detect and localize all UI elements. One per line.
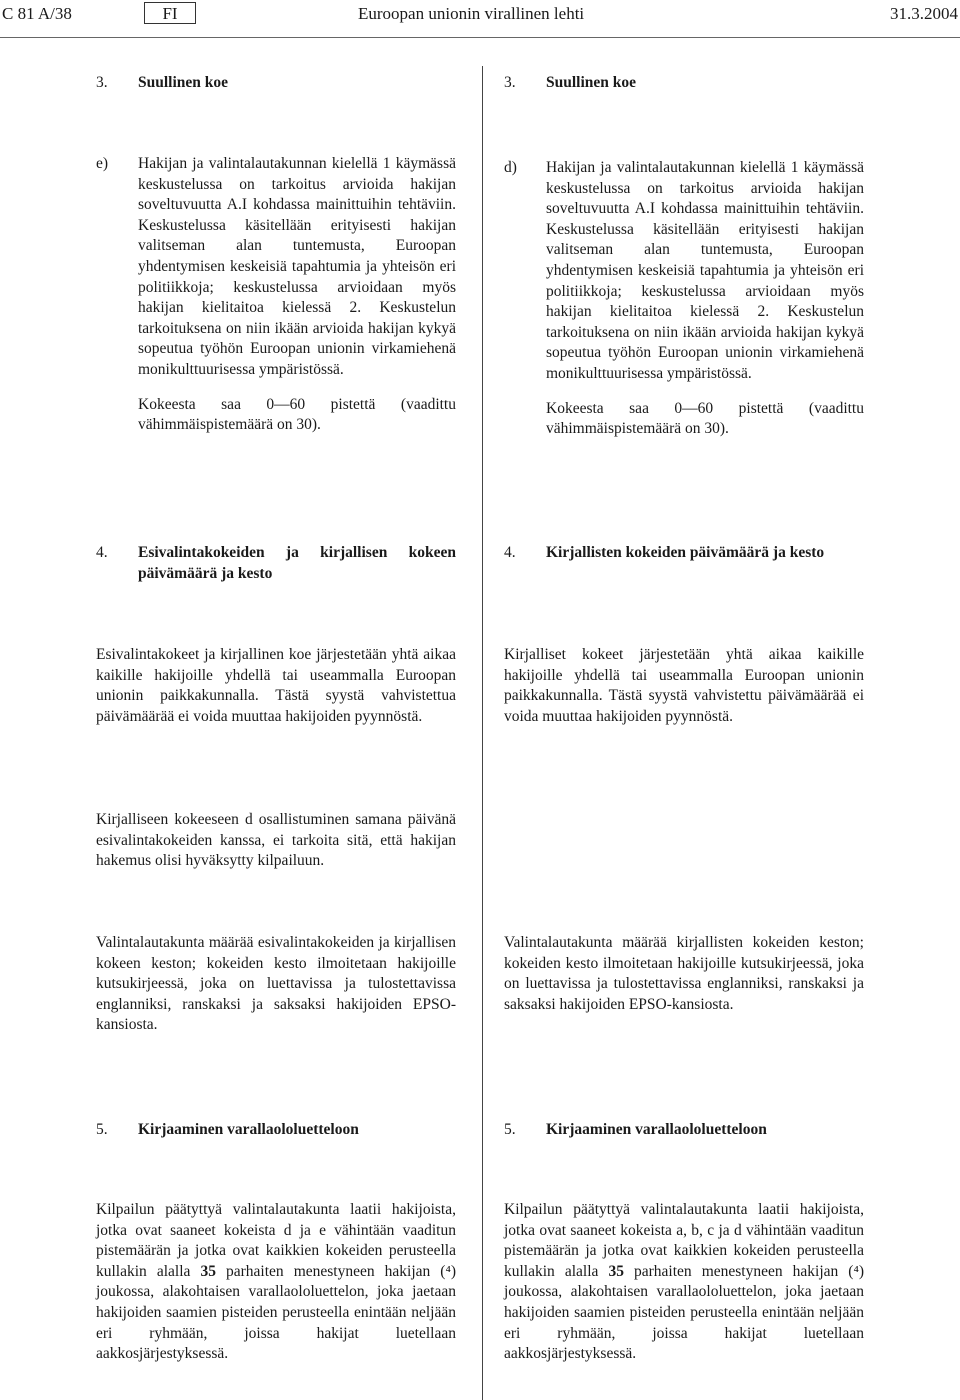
section-title: Esivalintakokeiden ja kirjallisen kokeen päivämäärä ja kesto	[138, 544, 456, 582]
section-number: 3.	[504, 74, 516, 91]
section-3-right-body	[504, 158, 864, 440]
page-header	[0, 0, 960, 30]
column-divider	[482, 66, 483, 1400]
section-number: 3.	[96, 74, 108, 91]
test-dates-paragraph: Esivalintakokeet ja kirjallinen koe järjestetään yhtä aikaa kaikille hakijoille yhdellä tai useammalla Euroopan unionin paikkakunnalla. Tästä syystä vahvistettua päivämäärää ei voida muuttaa hakijoiden pyynnöstä.	[96, 646, 456, 725]
section-title: Suullinen koe	[138, 74, 229, 91]
test-dates-paragraph: Kirjalliset kokeet järjestetään yhtä aikaa kaikille hakijoille yhdellä tai useammalla Euroopan unionin paikkakunnalla. Tästä syystä vahvistettu päivämäärää ei voida muuttaa hakijoiden pyynnöstä.	[504, 646, 864, 725]
reserve-list-paragraph: Kilpailun päätyttyä valintalautakunta laatii hakijoista, jotka ovat saaneet kokeista d ja e vähintään vaaditun pistemäärän ja jotka ovat kaikkien kokeiden perusteella kullakin alalla 35 parhaiten menestyneen hakijan (⁴) joukossa, alakohtaisen varallaololuettelon, joka jaetaan hakijoiden saamien pisteiden perusteella enintään neljään eri ryhmään, joissa hakijat luetellaan aakkosjärjestyksessä.	[96, 1201, 457, 1363]
section-title: Kirjallisten kokeiden päivämäärä ja kesto	[546, 544, 825, 561]
oral-test-score: Kokeesta saa 0—60 pistettä (vaadittu vähimmäispistemäärä on 30).	[138, 395, 456, 434]
section-4-right-heading	[504, 543, 864, 564]
section-number: 5.	[96, 1121, 108, 1138]
section-title: Kirjaaminen varallaololuetteloon	[546, 1121, 767, 1138]
top-candidates-count: 35	[200, 1262, 216, 1280]
section-5-right-heading	[504, 1120, 864, 1141]
oral-test-description: Hakijan ja valintalautakunnan kielellä 1 käymässä keskustelussa on tarkoitus arvioida hakijan soveltuvuutta A.I kohdassa mainittuihin tehtäviin. Keskustelussa käsitellään erityisesti hakijan valitseman alan tuntemusta, Euroopan yhdentymisen keskeisiä tapahtumia ja yhteisön eri politiikkoja; keskustelussa arvioidaan myös hakijan kielitaitoa kielessä 2. Keskustelun tarkoituksena on niin ikään arvioida hakijan kykyä sopeutua työhön Euroopan unionin virkamiehenä monikulttuurisessa ympäristössä.	[138, 155, 456, 378]
section-3-left-heading	[96, 73, 456, 94]
section-number: 4.	[504, 544, 516, 561]
participation-note: Kirjalliseen kokeeseen d osallistuminen samana päivänä esivalintakokeiden kanssa, ei tarkoita sitä, että hakijan hakemus olisi hyväksytty kilpailuun.	[96, 811, 456, 870]
section-3-right-heading	[504, 73, 864, 94]
section-number: 4.	[96, 544, 108, 561]
oral-test-score: Kokeesta saa 0—60 pistettä (vaadittu vähimmäispistemäärä on 30).	[546, 399, 864, 438]
section-title: Suullinen koe	[546, 74, 637, 91]
section-4-left-heading	[96, 543, 456, 584]
publication-date: 31.3.2004	[890, 4, 958, 23]
journal-title: Euroopan unionin virallinen lehti	[358, 4, 585, 23]
reserve-list-paragraph: Kilpailun päätyttyä valintalautakunta laatii hakijoista, jotka ovat saaneet kokeista a, b, c ja d vähintään vaaditun pistemäärän ja jotka ovat kaikkien kokeiden perusteella kullakin alalla 35 parhaiten menestyneen hakijan (⁴) joukossa, alakohtaisen varallaololuettelon, joka jaetaan hakijoiden saamien pisteiden perusteella enintään neljään eri ryhmään, joissa hakijat luetellaan aakkosjärjestyksessä.	[504, 1201, 865, 1363]
item-label: d)	[504, 159, 517, 176]
test-duration-paragraph: Valintalautakunta määrää kirjallisten kokeiden keston; kokeiden kesto ilmoitetaan hakijoille kutsukirjeessä, joka on luettavissa ja tulostettavissa englanniksi, ranskaksi ja saksaksi hakijoiden EPSO-kansiosta.	[504, 934, 864, 1013]
test-duration-paragraph: Valintalautakunta määrää esivalintakokeiden ja kirjallisen kokeen keston; kokeiden kesto ilmoitetaan hakijoille kutsukirjeessä, joka on luettavissa ja tulostettavissa englanniksi, ranskaksi ja saksaksi hakijoiden EPSO-kansiosta.	[96, 934, 456, 1034]
section-3-left-body	[96, 154, 456, 436]
item-label: e)	[96, 155, 109, 172]
section-title: Kirjaaminen varallaololuetteloon	[138, 1121, 359, 1138]
journal-reference: C 81 A/38	[2, 4, 72, 23]
language-code-box: FI	[144, 2, 196, 24]
header-rule	[0, 37, 960, 38]
section-5-left-heading	[96, 1120, 456, 1141]
section-number: 5.	[504, 1121, 516, 1138]
top-candidates-count: 35	[608, 1262, 624, 1280]
oral-test-description: Hakijan ja valintalautakunnan kielellä 1 käymässä keskustelussa on tarkoitus arvioida hakijan soveltuvuutta A.I kohdassa mainittuihin tehtäviin. Keskustelussa käsitellään erityisesti hakijan valitseman alan tuntemusta, Euroopan yhdentymisen keskeisiä tapahtumia ja yhteisön eri politiikkoja; keskustelussa arvioidaan myös hakijan kielitaitoa kielessä 2. Keskustelun tarkoituksena on niin ikään arvioida hakijan kykyä sopeutua työhön Euroopan unionin virkamiehenä monikulttuurisessa ympäristössä.	[546, 159, 864, 382]
